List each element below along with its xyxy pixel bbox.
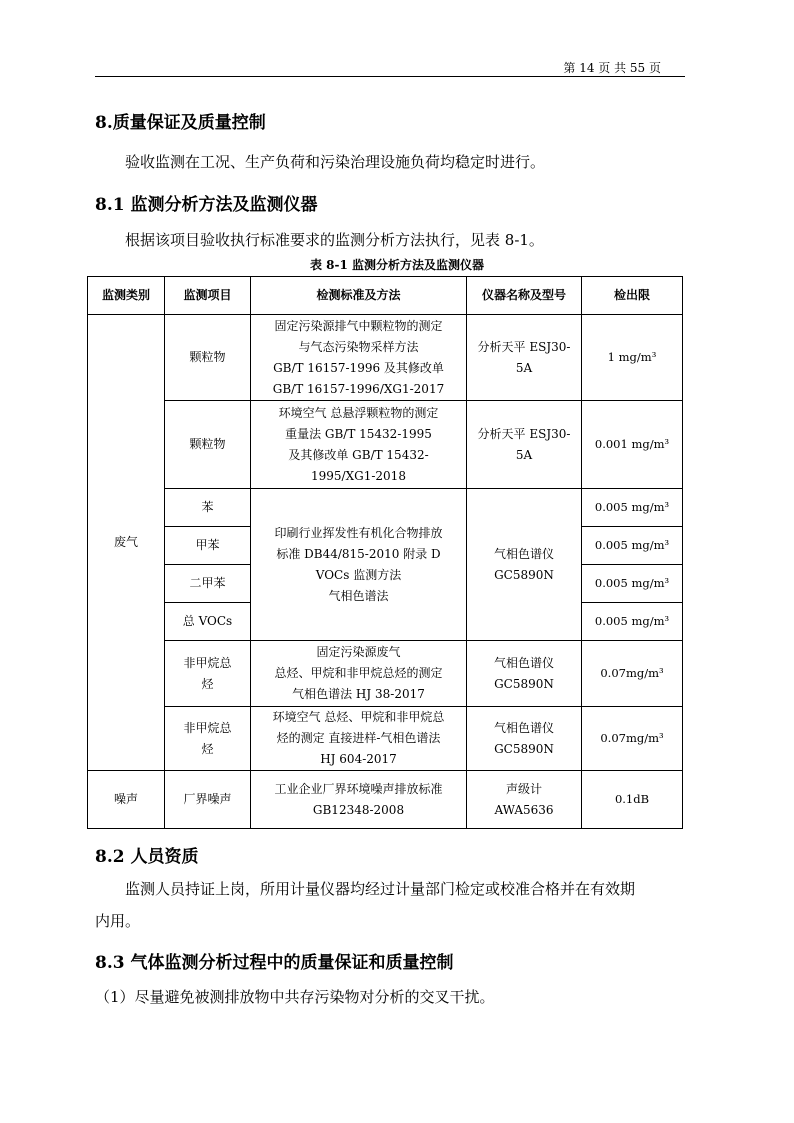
section-8-1-title: 8.1 监测分析方法及监测仪器 [95,195,318,215]
item-cell [165,641,251,707]
method-line: 烃的测定 直接进样-气相色谱法 [276,731,441,745]
method-line: 环境空气 总悬浮颗粒物的测定 [278,405,439,420]
limit-cell: 1 mg/m³ [582,315,683,401]
instrument-cell [467,489,582,641]
section-8-2-body-line2: 内用。 [95,912,141,930]
table-row [88,771,683,829]
item-cell: 二甲苯 [165,565,251,603]
method-cell [251,641,467,707]
instrument-line: 气相色谱仪 [493,655,554,670]
table-row [88,401,683,489]
col-header-item: 监测项目 [165,277,251,315]
methods-table [87,276,683,829]
item-cell: 苯 [165,489,251,527]
item-line: 烃 [201,676,214,691]
method-line: 与气态污染物采样方法 [298,339,419,354]
section-8-2-body-line1: 监测人员持证上岗，所用计量仪器均经过计量部门检定或校准合格并在有效期 [125,880,636,898]
section-8-3-item-1: （1）尽量避免被测排放物中共存污染物对分析的交叉干扰。 [95,988,495,1006]
col-header-instrument: 仪器名称及型号 [467,277,582,315]
instrument-line: 5A [515,447,533,462]
instrument-line: 声级计 [505,781,542,796]
item-cell: 甲苯 [165,527,251,565]
limit-cell: 0.005 mg/m³ [582,527,683,565]
item-cell: 厂界噪声 [165,771,251,829]
method-cell [251,771,467,829]
section-8-title: 8.质量保证及质量控制 [95,113,266,133]
section-8-2-title: 8.2 人员资质 [95,847,199,867]
section-8-3-title: 8.3 气体监测分析过程中的质量保证和质量控制 [95,953,454,973]
method-line: HJ 604-2017 [320,752,397,766]
method-line: 及其修改单 GB/T 15432- [288,447,429,462]
method-line: 环境空气 总烃、甲烷和非甲烷总 [272,710,445,724]
method-line: 工业企业厂界环境噪声排放标准 [274,781,443,796]
method-line: 重量法 GB/T 15432-1995 [285,426,432,441]
col-header-limit: 检出限 [582,277,683,315]
limit-cell: 0.07mg/m³ [582,641,683,707]
page-header [95,58,685,77]
instrument-line: GC5890N [494,741,554,756]
instrument-line: 5A [515,360,533,375]
table-caption: 表 8-1 监测分析方法及监测仪器 [309,258,485,272]
instrument-cell [467,315,582,401]
method-line: 气相色谱法 [328,588,389,603]
category-cell: 噪声 [88,771,165,829]
instrument-line: 分析天平 ESJ30- [477,426,571,441]
method-line: GB/T 16157-1996/XG1-2017 [272,381,445,396]
item-cell: 颗粒物 [165,315,251,401]
method-line: 固定污染源排气中颗粒物的测定 [274,318,443,333]
method-line: 固定污染源废气 [316,645,401,659]
instrument-cell [467,641,582,707]
table-row [88,315,683,401]
col-header-method: 检测标准及方法 [251,277,467,315]
method-cell [251,401,467,489]
table-row [88,489,683,527]
instrument-line: AWA5636 [494,802,554,817]
item-line: 烃 [201,741,214,756]
item-line: 非甲烷总 [183,720,232,735]
instrument-line: GC5890N [494,567,554,582]
method-cell [251,707,467,771]
page-number: 第 14 页 共 55 页 [563,61,661,75]
item-cell [165,707,251,771]
method-line: 印刷行业挥发性有机化合物排放 [274,525,443,540]
limit-cell: 0.1dB [582,771,683,829]
method-line: VOCs 监测方法 [315,567,402,582]
table-row [88,707,683,771]
method-cell [251,315,467,401]
instrument-line: 气相色谱仪 [493,546,554,561]
section-8-1-intro: 根据该项目验收执行标准要求的监测分析方法执行，见表 8-1。 [125,231,544,249]
method-line: 1995/XG1-2018 [311,468,406,483]
instrument-line: 分析天平 ESJ30- [477,339,571,354]
item-cell: 总 VOCs [165,603,251,641]
instrument-cell [467,771,582,829]
category-cell: 废气 [88,315,165,771]
method-line: 标准 DB44/815-2010 附录 D [276,546,441,561]
table-row [88,641,683,707]
method-line: GB/T 16157-1996 及其修改单 [273,360,444,375]
item-cell: 颗粒物 [165,401,251,489]
limit-cell: 0.07mg/m³ [582,707,683,771]
table-header-row [88,277,683,315]
instrument-line: 气相色谱仪 [493,720,554,735]
method-line: 总烃、甲烷和非甲烷总烃的测定 [274,666,443,680]
section-8-intro: 验收监测在工况、生产负荷和污染治理设施负荷均稳定时进行。 [125,153,546,171]
limit-cell: 0.001 mg/m³ [582,401,683,489]
instrument-cell [467,707,582,771]
limit-cell: 0.005 mg/m³ [582,489,683,527]
method-line: GB12348-2008 [312,802,405,817]
method-line: 气相色谱法 HJ 38-2017 [292,687,425,701]
limit-cell: 0.005 mg/m³ [582,603,683,641]
method-cell [251,489,467,641]
col-header-category: 监测类别 [88,277,165,315]
item-line: 非甲烷总 [183,655,232,670]
instrument-line: GC5890N [494,676,554,691]
limit-cell: 0.005 mg/m³ [582,565,683,603]
instrument-cell [467,401,582,489]
